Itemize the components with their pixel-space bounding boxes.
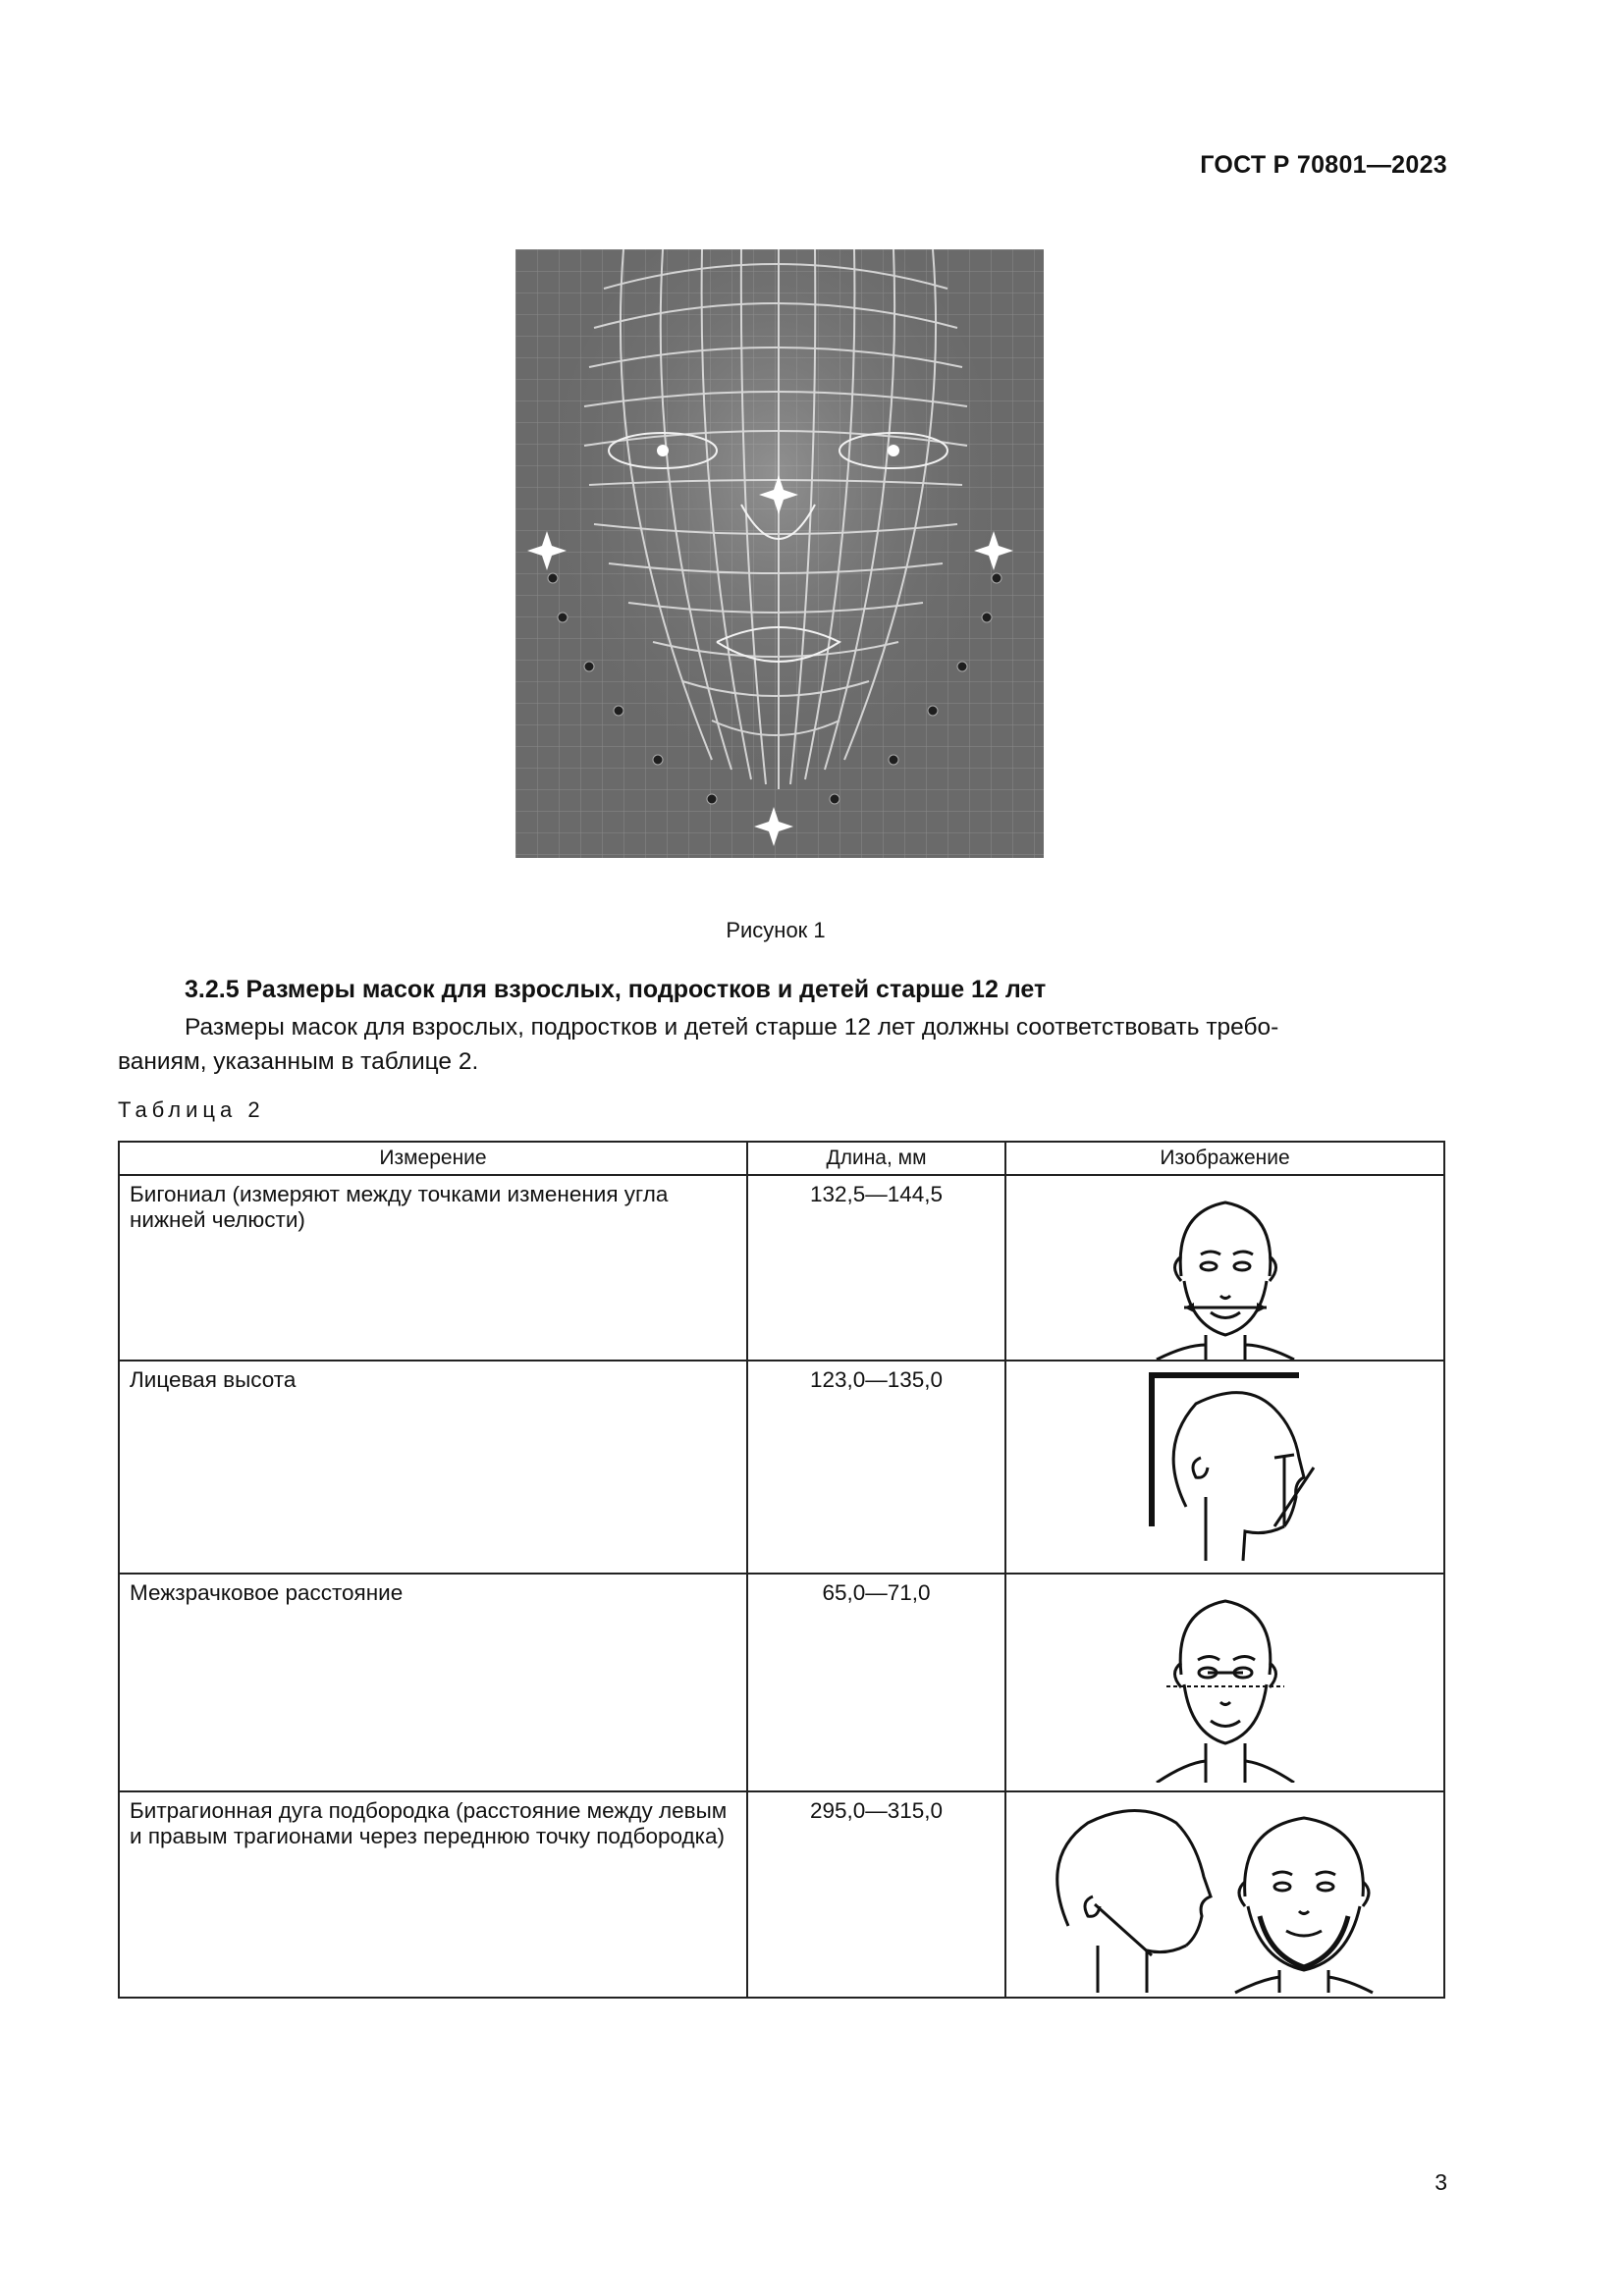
header-length: Длина, мм bbox=[747, 1142, 1005, 1175]
image-cell bbox=[1005, 1361, 1444, 1574]
length-cell: 132,5—144,5 bbox=[747, 1175, 1005, 1361]
image-cell bbox=[1005, 1175, 1444, 1361]
figure-caption: Рисунок 1 bbox=[726, 918, 826, 942]
length-cell: 295,0—315,0 bbox=[747, 1791, 1005, 1998]
image-cell bbox=[1005, 1574, 1444, 1791]
face-height-profile-icon bbox=[1127, 1369, 1324, 1566]
length-cell: 123,0—135,0 bbox=[747, 1361, 1005, 1574]
image-cell bbox=[1005, 1791, 1444, 1998]
document-code: ГОСТ Р 70801—2023 bbox=[1200, 151, 1447, 179]
section-paragraph bbox=[118, 1010, 1443, 1079]
table-caption: Таблица 2 bbox=[118, 1097, 265, 1122]
measurement-cell: Бигониал (измеряют между точками изменения угла нижней челюсти) bbox=[119, 1175, 747, 1361]
bitragion-arc-icon bbox=[1039, 1798, 1412, 1995]
table-row bbox=[119, 1175, 1444, 1361]
header-measurement: Измерение bbox=[119, 1142, 747, 1175]
measurement-cell: Битрагионная дуга подбородка (расстояние между левым и правым трагионами через переднюю точку подбородка) bbox=[119, 1791, 747, 1998]
interpupillary-face-icon bbox=[1147, 1586, 1304, 1783]
measurement-cell: Лицевая высота bbox=[119, 1361, 747, 1574]
table-row bbox=[119, 1574, 1444, 1791]
measurements-table bbox=[118, 1141, 1445, 1999]
table-row bbox=[119, 1791, 1444, 1998]
paragraph-line-1: Размеры масок для взрослых, подростков и детей старше 12 лет должны соответствовать требо- bbox=[185, 1014, 1279, 1041]
section-title: 3.2.5 Размеры масок для взрослых, подростков и детей старше 12 лет bbox=[185, 976, 1047, 1003]
table-row bbox=[119, 1361, 1444, 1574]
bigonial-face-icon bbox=[1147, 1188, 1304, 1360]
header-image: Изображение bbox=[1005, 1142, 1444, 1175]
face-mesh-figure bbox=[515, 249, 1044, 858]
table-header-row bbox=[119, 1142, 1444, 1175]
measurement-cell: Межзрачковое расстояние bbox=[119, 1574, 747, 1791]
length-cell: 65,0—71,0 bbox=[747, 1574, 1005, 1791]
paragraph-line-2: ваниям, указанным в таблице 2. bbox=[118, 1048, 479, 1075]
face-mesh-icon bbox=[515, 249, 1044, 858]
page-number: 3 bbox=[1435, 2169, 1447, 2195]
